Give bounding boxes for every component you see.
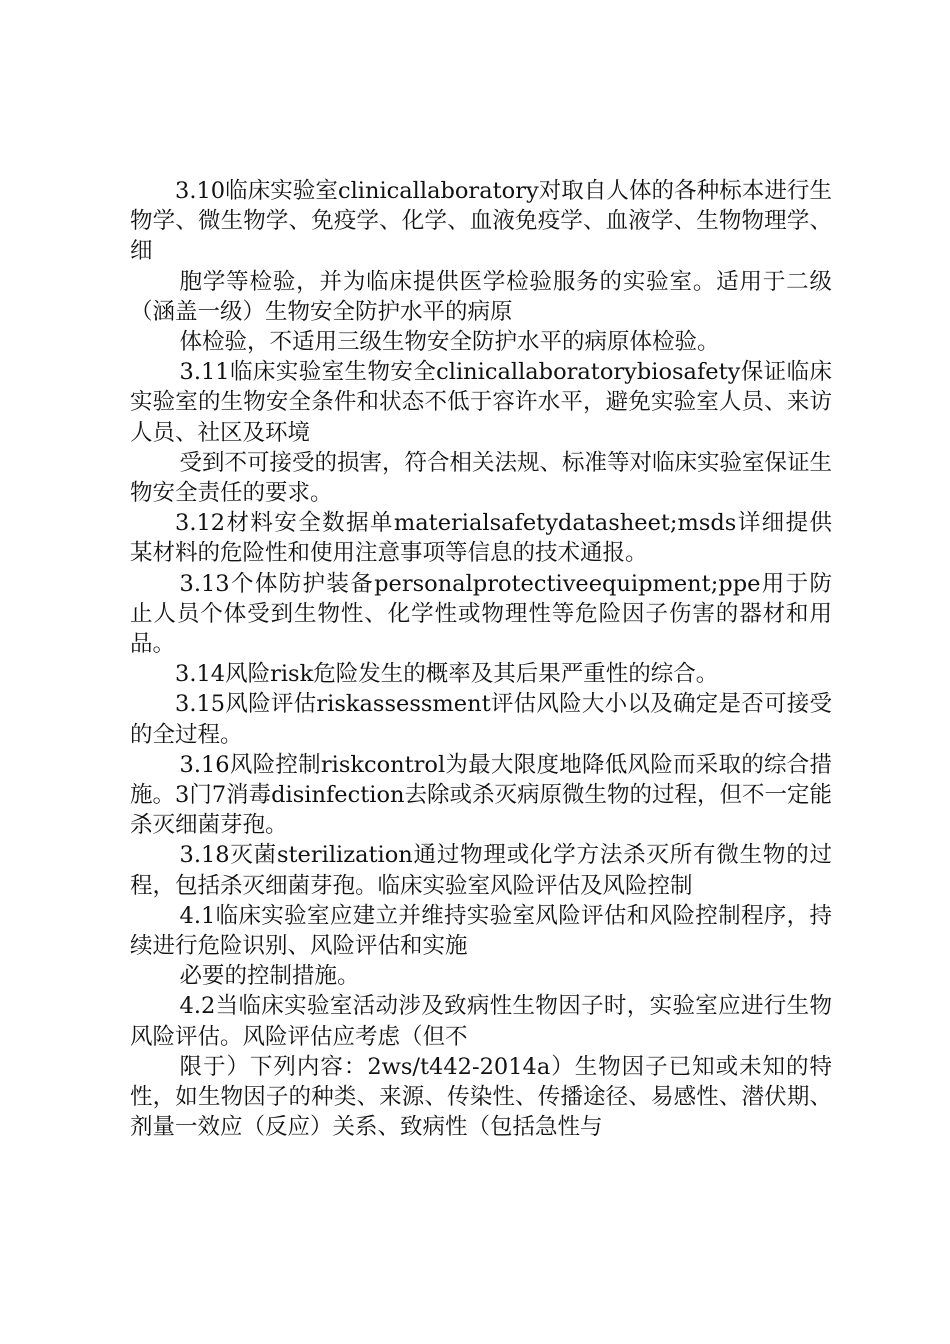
paragraph-3-12: 3.12材料安全数据单materialsafetydatasheet;msds详细提供某材料的危险性和使用注意事项等信息的技术通报。 — [130, 510, 832, 567]
paragraph-4-2-cont: 限于）下列内容：2ws/t442-2014a）生物因子已知或未知的特性，如生物因子的种类、来源、传染性、传播途径、易感性、潜伏期、剂量一效应（反应）关系、致病性（包括急性与 — [130, 1053, 832, 1141]
paragraph-3-10-cont-2: 体检验，不适用三级生物安全防护水平的病原体检验。 — [179, 329, 720, 356]
paragraph-3-10-cont-1: 胞学等检验，并为临床提供医学检验服务的实验室。适用于二级（涵盖一级）生物安全防护水平的病原 — [130, 268, 832, 325]
paragraph-3-15: 3.15风险评估riskassessment评估风险大小以及确定是否可接受的全过程。 — [130, 691, 832, 748]
paragraph-3-11-cont: 受到不可接受的损害，符合相关法规、标准等对临床实验室保证生物安全责任的要求。 — [130, 449, 833, 507]
paragraph-3-18: 3.18灭菌sterilization通过物理或化学方法杀灭所有微生物的过程，包括杀灭细菌芽孢。临床实验室风险评估及风险控制 — [130, 842, 832, 899]
paragraph-3-16: 3.16风险控制riskcontrol为最大限度地降低风险而采取的综合措施。3门7消毒disinfection去除或杀灭病原微生物的过程，但不一定能杀灭细菌芽孢。 — [130, 751, 832, 839]
paragraph-4-1-cont: 必要的控制措施。 — [179, 963, 360, 990]
paragraph-4-1: 4.1临床实验室应建立并维持实验室风险评估和风险控制程序，持续进行危险识别、风险评估和实施 — [130, 902, 832, 960]
paragraph-3-11: 3.11临床实验室生物安全clinicallaboratorybiosafety保证临床实验室的生物安全条件和状态不低于容许水平，避免实验室人员、来访人员、社区及环境 — [130, 359, 832, 446]
paragraph-3-13: 3.13个体防护装备personalprotectiveequipment;ppe用于防止人员个体受到生物性、化学性或物理性等危险因子伤害的器材和用品。 — [130, 570, 832, 658]
paragraph-3-14: 3.14风险risk危险发生的概率及其后果严重性的综合。 — [175, 661, 719, 688]
paragraph-3-10: 3.10临床实验室clinicallaboratory对取自人体的各种标本进行生物学、微生物学、免疫学、化学、血液免疫学、血液学、生物物理学、细 — [130, 178, 832, 265]
paragraph-4-2: 4.2当临床实验室活动涉及致病性生物因子时，实验室应进行生物风险评估。风险评估应考虑（但不 — [130, 993, 832, 1050]
document-body — [130, 176, 832, 1143]
